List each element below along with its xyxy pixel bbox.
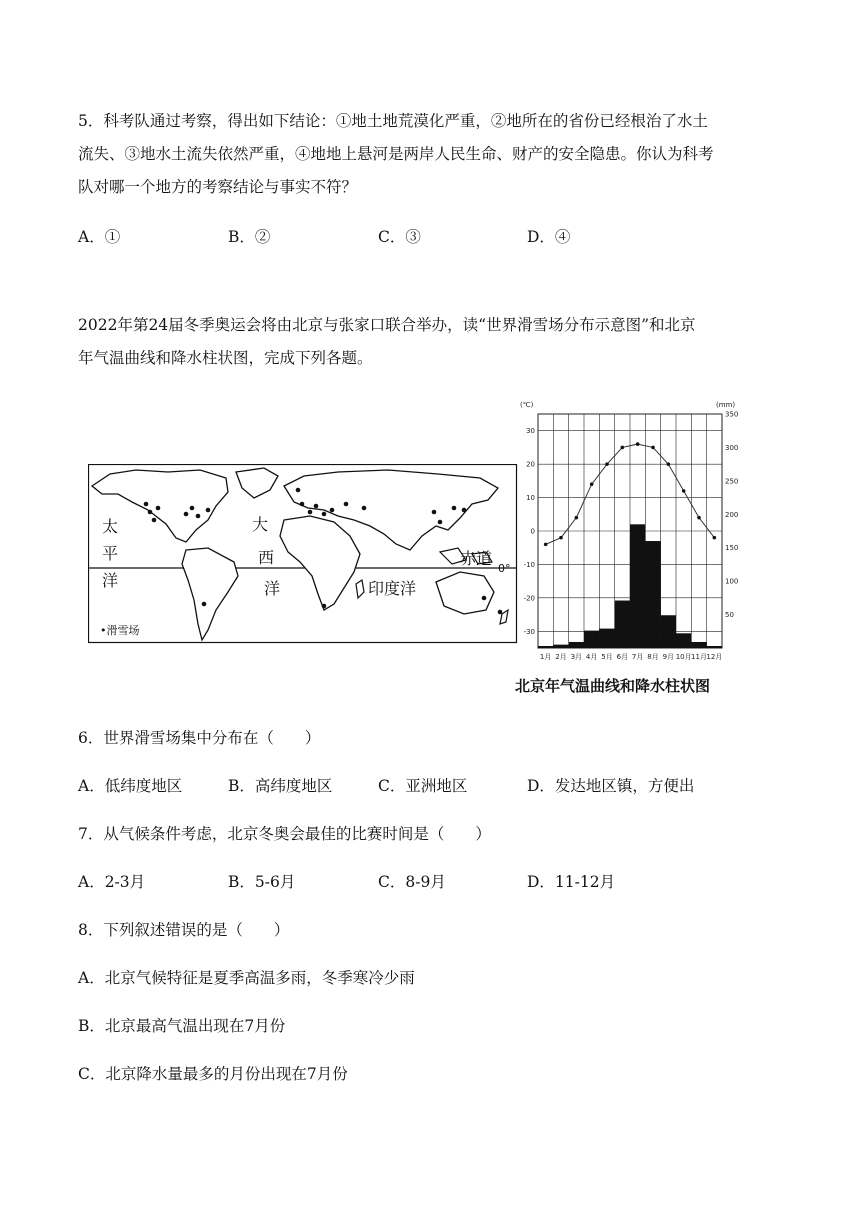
beijing-climate-chart (518, 396, 746, 672)
q7-stem: 7．从气候条件考虑，北京冬奥会最佳的比赛时间是（ ） (78, 825, 491, 843)
atlantic-label-2: 西 (258, 548, 275, 567)
temperature-point (575, 516, 579, 520)
q5-stem-line-2: 流失、③地水土流失依然严重，④地地上悬河是两岸人民生命、财产的安全隐患。你认为科考 (78, 145, 714, 163)
temperature-point (590, 482, 594, 486)
temperature-point (651, 446, 655, 450)
temperature-point (697, 516, 701, 520)
left-tick-label: 30 (526, 427, 535, 436)
q5-stem-line-3: 队对哪一个地方的考察结论与事实不符？ (78, 178, 358, 196)
right-axis-unit: (mm) (716, 401, 736, 409)
precip-bar (584, 631, 599, 648)
legend-ski-resort: •滑雪场 (100, 624, 140, 637)
q5-option-d: D．④ (527, 228, 571, 246)
right-tick-label: 200 (725, 510, 739, 519)
precip-bar (615, 601, 630, 648)
month-tick-label: 8月 (647, 653, 659, 661)
left-tick-label: 10 (526, 494, 535, 503)
precip-bar (569, 642, 584, 648)
right-tick-label: 300 (725, 443, 739, 452)
zero-degree-label: 0° (498, 562, 511, 575)
chart-title: 北京年气温曲线和降水柱状图 (515, 677, 711, 695)
precip-bar (630, 524, 645, 648)
temperature-point (667, 462, 671, 466)
precip-bar (661, 615, 676, 648)
q7-option-c: C．8-9月 (378, 873, 446, 891)
atlantic-label-1: 大 (252, 515, 269, 534)
month-tick-label: 2月 (555, 653, 567, 661)
q5-option-b: B．② (228, 228, 271, 246)
month-tick-label: 3月 (570, 653, 583, 661)
precip-bar (707, 646, 722, 648)
q5-stem-line-1: 5．科考队通过考察，得出如下结论：①地土地荒漠化严重，②地所在的省份已经根治了水土 (78, 112, 708, 130)
precip-bar (553, 645, 568, 648)
temperature-point (621, 446, 625, 450)
month-tick-label: 6月 (616, 653, 629, 661)
pacific-label-3: 洋 (102, 571, 119, 590)
right-tick-label: 350 (725, 410, 739, 419)
precip-bar (538, 646, 553, 648)
month-tick-label: 4月 (585, 653, 598, 661)
world-ski-resort-map (88, 464, 518, 644)
q6-option-c: C．亚洲地区 (378, 777, 468, 795)
temperature-point (559, 536, 563, 540)
precip-bar (599, 629, 614, 648)
temperature-point (682, 489, 686, 493)
q6-option-a: A．低纬度地区 (78, 777, 183, 795)
right-tick-label: 100 (725, 577, 739, 586)
precip-bar (691, 642, 706, 648)
intro-line-2: 年气温曲线和降水柱状图，完成下列各题。 (78, 349, 373, 367)
q5-option-a: A．① (78, 228, 121, 246)
intro-line-1: 2022年第24届冬季奥运会将由北京与张家口联合举办，读“世界滑雪场分布示意图”和北京 (78, 316, 696, 334)
temperature-point (605, 462, 609, 466)
q6-option-d: D．发达地区镇，方便出 (527, 777, 695, 795)
month-tick-label: 5月 (601, 653, 613, 661)
q6-stem: 6．世界滑雪场集中分布在（ ） (78, 729, 321, 747)
pacific-label-1: 太 (102, 517, 119, 536)
precip-bar (676, 633, 691, 648)
q7-option-b: B．5-6月 (228, 873, 296, 891)
left-tick-label: 20 (526, 460, 535, 469)
precip-bar (645, 541, 660, 648)
atlantic-label-3: 洋 (264, 579, 281, 598)
left-tick-label: -10 (523, 560, 535, 569)
right-tick-label: 250 (725, 477, 739, 486)
q7-option-d: D．11-12月 (527, 873, 616, 891)
temperature-point (713, 536, 717, 540)
month-tick-label: 12月 (706, 653, 723, 661)
equator-label: 赤道 (460, 549, 493, 568)
month-tick-label: 9月 (662, 653, 675, 661)
pacific-label-2: 平 (102, 544, 119, 563)
q7-option-a: A．2-3月 (78, 873, 146, 891)
q8-stem: 8．下列叙述错误的是（ ） (78, 921, 290, 939)
left-tick-label: -30 (523, 627, 535, 636)
q8-option-b: B．北京最高气温出现在7月份 (78, 1017, 286, 1035)
temperature-point (636, 442, 640, 446)
month-tick-label: 7月 (631, 653, 644, 661)
q5-option-c: C．③ (378, 228, 421, 246)
q8-option-c: C．北京降水量最多的月份出现在7月份 (78, 1065, 348, 1083)
left-axis-unit: (℃) (520, 401, 534, 409)
q6-option-b: B．高纬度地区 (228, 777, 333, 795)
left-tick-label: 0 (530, 527, 535, 536)
temperature-point (544, 543, 548, 547)
q8-option-a: A．北京气候特征是夏季高温多雨，冬季寒冷少雨 (78, 969, 415, 987)
indian-ocean-label: 印度洋 (368, 579, 417, 598)
right-tick-label: 150 (725, 544, 739, 553)
left-tick-label: -20 (523, 594, 535, 603)
month-tick-label: 1月 (539, 653, 552, 661)
month-tick-label: 10月 (675, 653, 692, 661)
right-tick-label: 50 (725, 611, 734, 620)
month-tick-label: 11月 (691, 653, 707, 661)
